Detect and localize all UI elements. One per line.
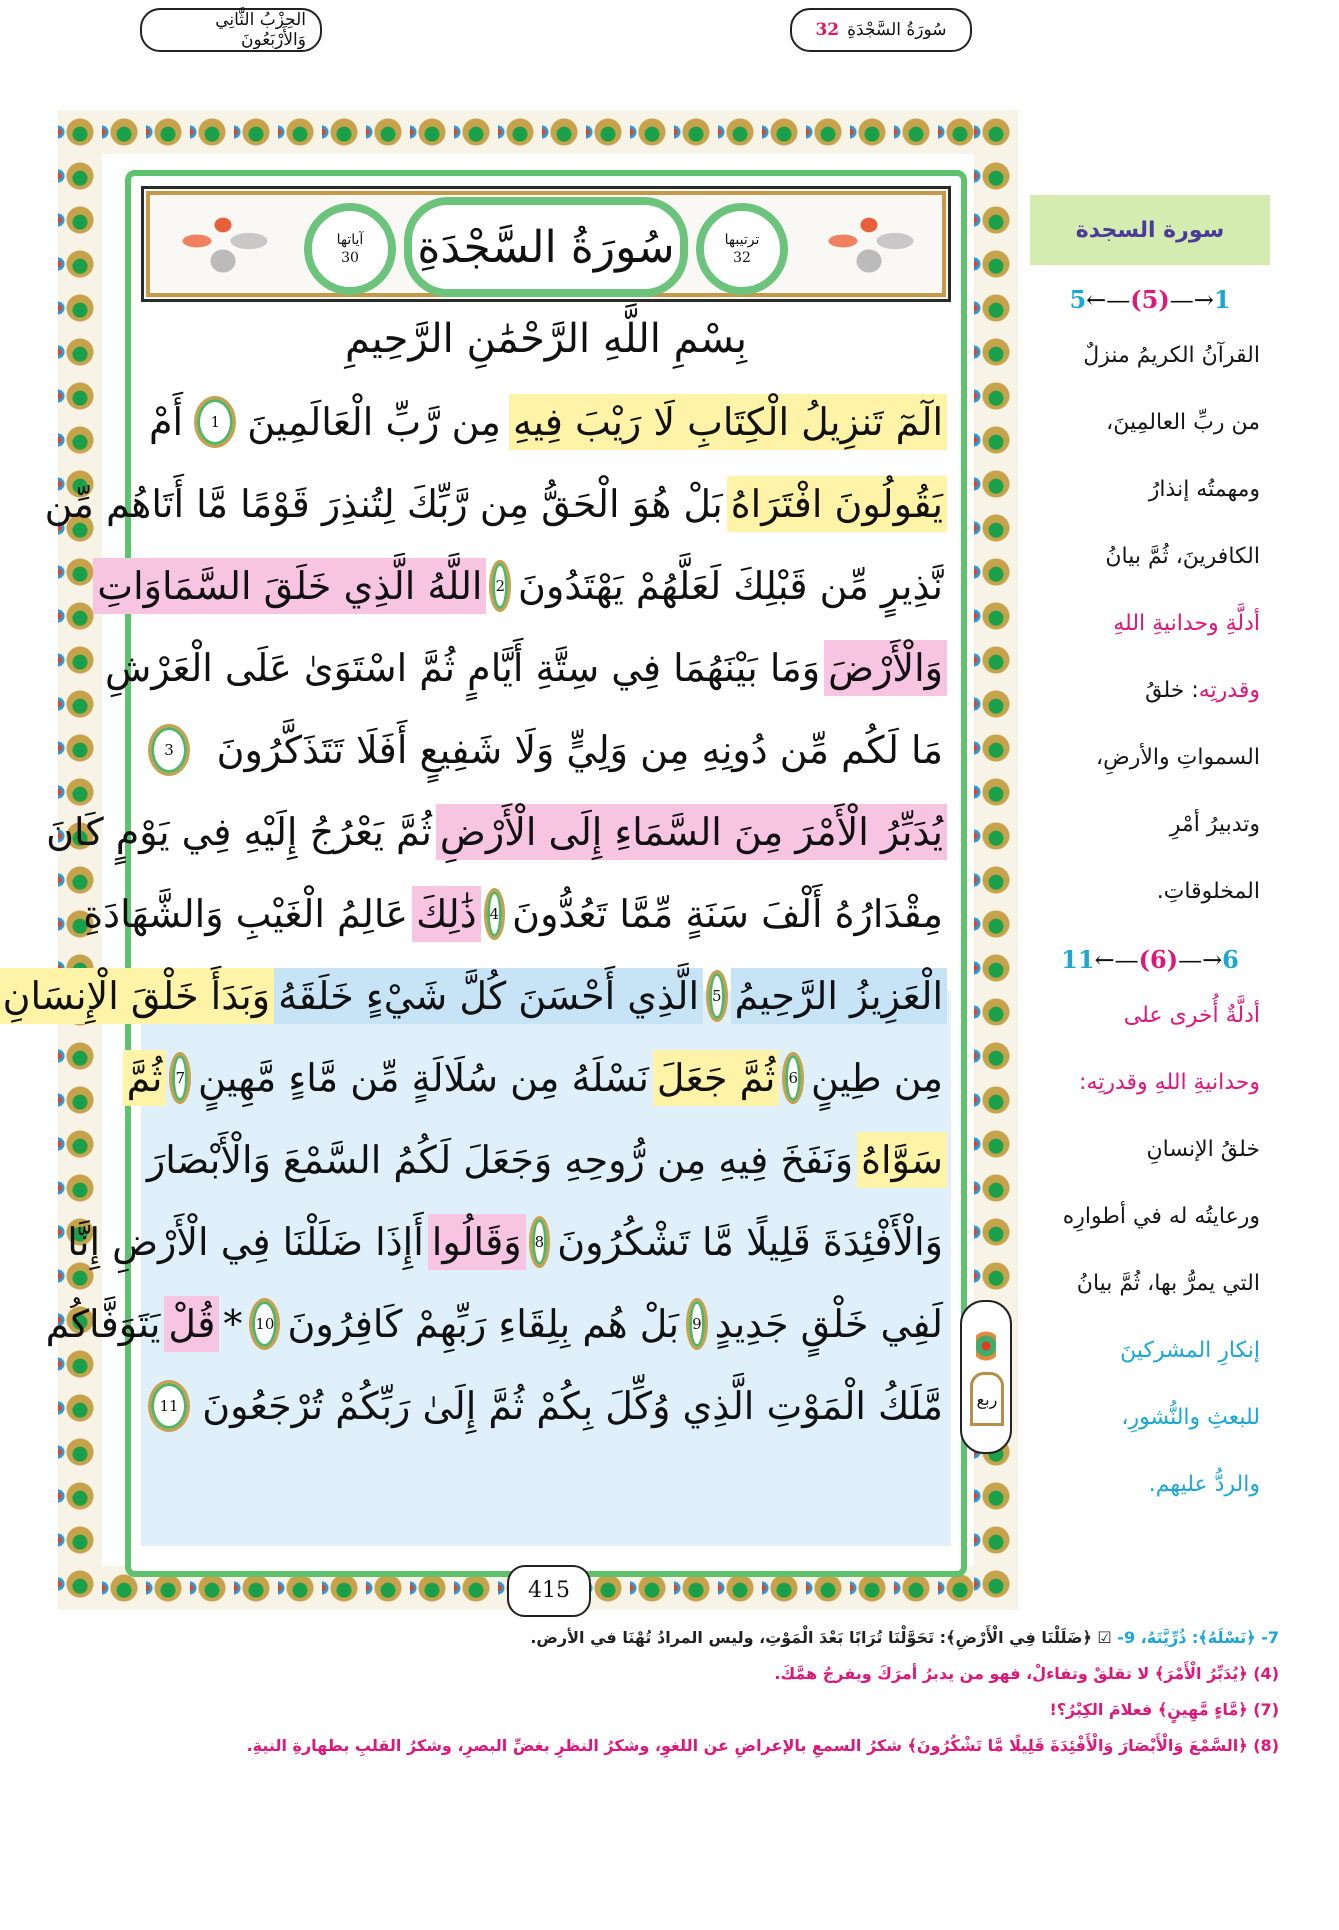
- verse-line: [97, 545, 951, 627]
- summary-text: القرآنُ الكريمُ منزلٌ: [1083, 343, 1260, 368]
- ayah-number-marker: 1: [197, 399, 233, 445]
- footnotes: [95, 1620, 1279, 1764]
- highlighted-phrase: الَّذِي أَحْسَنَ كُلَّ شَيْءٍ خَلَقَهُ: [274, 968, 703, 1024]
- summary-line: [1030, 1384, 1270, 1451]
- summary-text: ومهمتُه إنذارُ: [1148, 477, 1260, 502]
- verse-line: [2, 955, 951, 1037]
- hizb-label-text: الحِزْبُ الثَّانِي وَالأَرْبَعُونَ: [215, 10, 306, 50]
- highlighted-phrase: الٓمٓ تَنزِيلُ الْكِتَابِ لَا رَيْبَ فِيهِ: [509, 394, 947, 450]
- arrow-left-icon: ←—: [1086, 286, 1131, 314]
- footnote-text: ☑ ﴿ضَلَلْنَا فِي الْأَرْضِ﴾: تَحَوَّلْنَا تُرَابًا بَعْدَ الْمَوْتِ، وليس المرادُ تُهْنَا في الأرض.: [530, 1628, 1112, 1647]
- verse-text: أَمْ: [149, 400, 184, 444]
- summary-text: للبعثِ والنُّشورِ،: [1121, 1405, 1260, 1430]
- ayah-number-marker: 11: [151, 1383, 187, 1429]
- highlighted-phrase: وَقَالُوا: [428, 1214, 526, 1270]
- summary-text: وتدبيرُ أمْرِ: [1169, 812, 1260, 837]
- summary-text: الكافرينَ، ثُمَّ بيانُ: [1105, 544, 1260, 569]
- verse-text: عَالِمُ الْغَيْبِ وَالشَّهَادَةِ: [83, 892, 409, 936]
- section-summary: [1030, 322, 1270, 925]
- summary-text: والردُّ عليهم.: [1148, 1472, 1260, 1497]
- summary-line: [1030, 982, 1270, 1049]
- highlighted-phrase: سَوَّاهُ: [857, 1132, 947, 1188]
- verse-line: [141, 709, 951, 791]
- rub-hizb-marker: [960, 1300, 1012, 1454]
- range-group: (5): [1130, 285, 1170, 314]
- range-start: 1: [1213, 285, 1231, 314]
- verse-range: [1030, 945, 1270, 974]
- verse-text: ثُمَّ يَعْرُجُ إِلَيْهِ فِي يَوْمٍ كَانَ: [46, 810, 432, 854]
- summary-line: [1030, 389, 1270, 456]
- surah-order-value: 32: [733, 250, 751, 266]
- verse-text: وَمَا بَيْنَهُمَا فِي سِتَّةِ أَيَّامٍ ثُمَّ اسْتَوَىٰ عَلَى الْعَرْشِ: [105, 646, 821, 690]
- verse-text: مِن طِينٍ: [811, 1056, 943, 1100]
- verse-range: [1030, 285, 1270, 314]
- summary-line: [1030, 791, 1270, 858]
- verse-line: [126, 1037, 951, 1119]
- surah-title-text: سُورَةُ السَّجْدَةِ: [417, 221, 675, 273]
- verse-text: بَلْ هُوَ الْحَقُّ مِن رَّبِّكَ لِتُنذِرَ قَوْمًا مَّا أَتَاهُم مِّن: [44, 482, 723, 526]
- summary-line: [1030, 1451, 1270, 1518]
- verse-text: مِقْدَارُهُ أَلْفَ سَنَةٍ مِّمَّا تَعُدُّونَ: [512, 892, 943, 936]
- surah-order-label: ترتيبها: [724, 231, 760, 248]
- verse-text: يَتَوَفَّاكُم: [45, 1302, 161, 1346]
- summary-line: [1030, 1049, 1270, 1116]
- ayah-number-marker: 9: [689, 1301, 705, 1347]
- summary-text: السمواتِ والأرضِ،: [1096, 745, 1260, 770]
- quran-text-frame: [2, 170, 967, 1577]
- arrow-right-icon: —→: [1178, 946, 1223, 974]
- summary-line: [1030, 322, 1270, 389]
- verses-block: [2, 381, 951, 1447]
- summary-text: وحدانيةِ اللهِ وقدرتِه:: [1079, 1070, 1260, 1095]
- summary-line: [1030, 456, 1270, 523]
- summary-text: إنكارِ المشركينَ: [1120, 1338, 1260, 1363]
- summary-text: وقدرتِه: [1198, 678, 1260, 703]
- ayah-number-marker: 6: [785, 1055, 801, 1101]
- footnote-text: (4) ﴿يُدَبِّرُ الْأَمْرَ﴾ لا تقلقْ وتفاءلْ، فهو من يدبرُ أمرَكَ ويفرجُ همَّكَ.: [774, 1664, 1279, 1683]
- verse-text: وَالْأَفْئِدَةَ قَلِيلًا مَّا تَشْكُرُونَ: [557, 1220, 943, 1264]
- verse-line: [44, 463, 951, 545]
- side-sections: [1030, 285, 1270, 1518]
- range-end: 5: [1069, 285, 1087, 314]
- summary-text: أدلَّةِ وحدانيةِ اللهِ: [1113, 611, 1260, 636]
- summary-text: المخلوقاتِ.: [1156, 879, 1260, 904]
- verse-text: أَإِذَا ضَلَلْنَا فِي الْأَرْضِ إِنَّا: [67, 1220, 424, 1264]
- summary-line: [1030, 1250, 1270, 1317]
- hizb-label: [140, 8, 322, 52]
- verse-line: [141, 1365, 951, 1447]
- ayah-number-marker: 5: [709, 973, 725, 1019]
- basmala: بِسْمِ اللَّهِ الرَّحْمَٰنِ الرَّحِيمِ: [344, 316, 748, 362]
- verse-text: مَا لَكُم مِّن دُونِهِ مِن وَلِيٍّ وَلَا شَفِيعٍ أَفَلَا تَتَذَكَّرُونَ: [216, 728, 943, 772]
- surah-running-number: 32: [815, 20, 840, 40]
- ornament-left: [58, 110, 102, 1610]
- section-summary: [1030, 982, 1270, 1518]
- summary-text: من ربِّ العالمِينَ،: [1106, 410, 1260, 435]
- summary-line: [1030, 523, 1270, 590]
- surah-order-medallion: [696, 203, 788, 295]
- verse-line: [105, 627, 951, 709]
- summary-line: [1030, 657, 1270, 724]
- summary-line: [1030, 1317, 1270, 1384]
- footnote: [95, 1692, 1279, 1728]
- highlighted-phrase: قُلْ: [164, 1296, 219, 1352]
- ayah-number-marker: 2: [492, 563, 508, 609]
- footnote-text: (7) ﴿مَّاءٍ مَّهِينٍ﴾ فعلامَ الكِبْرُ؟!: [1049, 1700, 1279, 1719]
- verse-text: مِن رَّبِّ الْعَالَمِينَ: [247, 400, 501, 444]
- highlighted-phrase: يُدَبِّرُ الْأَمْرَ مِنَ السَّمَاءِ إِلَى الْأَرْضِ: [436, 804, 947, 860]
- highlighted-phrase: وَبَدَأَ خَلْقَ الْإِنسَانِ: [0, 968, 274, 1024]
- ayah-number-marker: 7: [172, 1055, 188, 1101]
- verse-line: [83, 873, 951, 955]
- arabesque-ornament-icon: [158, 201, 288, 281]
- summary-line: [1030, 1183, 1270, 1250]
- verse-text: نَّذِيرٍ مِّن قَبْلِكَ لَعَلَّهُمْ يَهْتَدُونَ: [518, 564, 943, 608]
- verse-text: وَنَفَخَ فِيهِ مِن رُّوحِهِ وَجَعَلَ لَكُمُ السَّمْعَ وَالْأَبْصَارَ: [146, 1138, 854, 1182]
- verse-text: نَسْلَهُ مِن سُلَالَةٍ مِّن مَّاءٍ مَّهِينٍ: [197, 1056, 649, 1100]
- range-group: (6): [1138, 945, 1179, 974]
- summary-text: خلقُ الإنسانِ: [1146, 1137, 1260, 1162]
- highlighted-phrase: الْعَزِيزُ الرَّحِيمُ: [731, 968, 947, 1024]
- verse-text: لَفِي خَلْقٍ جَدِيدٍ: [714, 1302, 943, 1346]
- arrow-left-icon: ←—: [1094, 946, 1139, 974]
- summary-text: : خلقُ: [1145, 678, 1199, 703]
- footnote-text: 7- ﴿نَسْلَهُ﴾: ذُرِّيَّتَهُ، 9-: [1111, 1628, 1279, 1647]
- page-number: 415: [507, 1565, 591, 1617]
- surah-header-banner: [141, 186, 951, 302]
- rub-label: ربع: [970, 1372, 1004, 1426]
- summary-line: [1030, 858, 1270, 925]
- verse-line: [141, 1119, 951, 1201]
- surah-running-name: سُورَةُ السَّجْدَةِ: [847, 20, 947, 40]
- summary-text: ورعايتُه له في أطوارِه: [1062, 1204, 1260, 1229]
- verse-text: مَّلَكُ الْمَوْتِ الَّذِي وُكِّلَ بِكُمْ ثُمَّ إِلَىٰ رَبِّكُمْ تُرْجَعُونَ: [202, 1384, 943, 1428]
- highlighted-phrase: ثُمَّ: [123, 1050, 167, 1106]
- verse-line: [46, 791, 951, 873]
- verse-count-medallion: [304, 203, 396, 295]
- range-end: 11: [1061, 945, 1095, 974]
- summary-line: [1030, 590, 1270, 657]
- verse-text: بَلْ هُم بِلِقَاءِ رَبِّهِمْ كَافِرُونَ: [287, 1302, 680, 1346]
- highlighted-phrase: وَالْأَرْضَ: [824, 640, 947, 696]
- verse-line: [45, 1283, 951, 1365]
- footnote-text: (8) ﴿السَّمْعَ وَالْأَبْصَارَ وَالْأَفْئِدَةَ قَلِيلًا مَّا تَشْكُرُونَ﴾ شكرُ السمعِ بالإعراضِ عن اللغوِ، وشكرُ النظرِ بغضِّ البصرِ، وشكرُ القلبِ بطهارةِ النيةِ.: [246, 1736, 1279, 1755]
- verse-lines: [2, 381, 951, 1447]
- surah-title: [404, 197, 688, 297]
- summary-line: [1030, 724, 1270, 791]
- ornament-top: [58, 110, 1018, 154]
- footnote: [95, 1656, 1279, 1692]
- highlighted-phrase: يَقُولُونَ افْتَرَاهُ: [727, 476, 947, 532]
- verse-line: [67, 1201, 951, 1283]
- ayah-number-marker: 10: [252, 1301, 277, 1347]
- ayah-number-marker: 3: [151, 727, 187, 773]
- floral-crown-icon: [976, 1322, 996, 1362]
- side-panel-title: سورة السجدة: [1030, 195, 1270, 265]
- verse-text: *: [223, 1302, 243, 1346]
- verse-line: [141, 381, 951, 463]
- arrow-right-icon: —→: [1169, 286, 1214, 314]
- verse-count-value: 30: [341, 250, 359, 266]
- summary-text: أدلَّةٌ أُخرى على: [1123, 1003, 1260, 1028]
- summary-text: التي يمرُّ بها، ثُمَّ بيانُ: [1076, 1271, 1260, 1296]
- range-start: 6: [1222, 945, 1239, 974]
- surah-running-head: [790, 8, 972, 52]
- side-panel: [1030, 195, 1270, 1518]
- summary-line: [1030, 1116, 1270, 1183]
- footnote: [95, 1728, 1279, 1764]
- arabesque-ornament-icon: [804, 201, 934, 281]
- ayah-number-marker: 4: [487, 891, 503, 937]
- highlighted-phrase: ثُمَّ جَعَلَ: [653, 1050, 780, 1106]
- highlighted-phrase: ذَٰلِكَ: [412, 886, 481, 942]
- highlighted-phrase: اللَّهُ الَّذِي خَلَقَ السَّمَاوَاتِ: [93, 558, 486, 614]
- ayah-number-marker: 8: [532, 1219, 548, 1265]
- footnote: [95, 1620, 1279, 1656]
- verse-count-label: آياتها: [336, 231, 364, 248]
